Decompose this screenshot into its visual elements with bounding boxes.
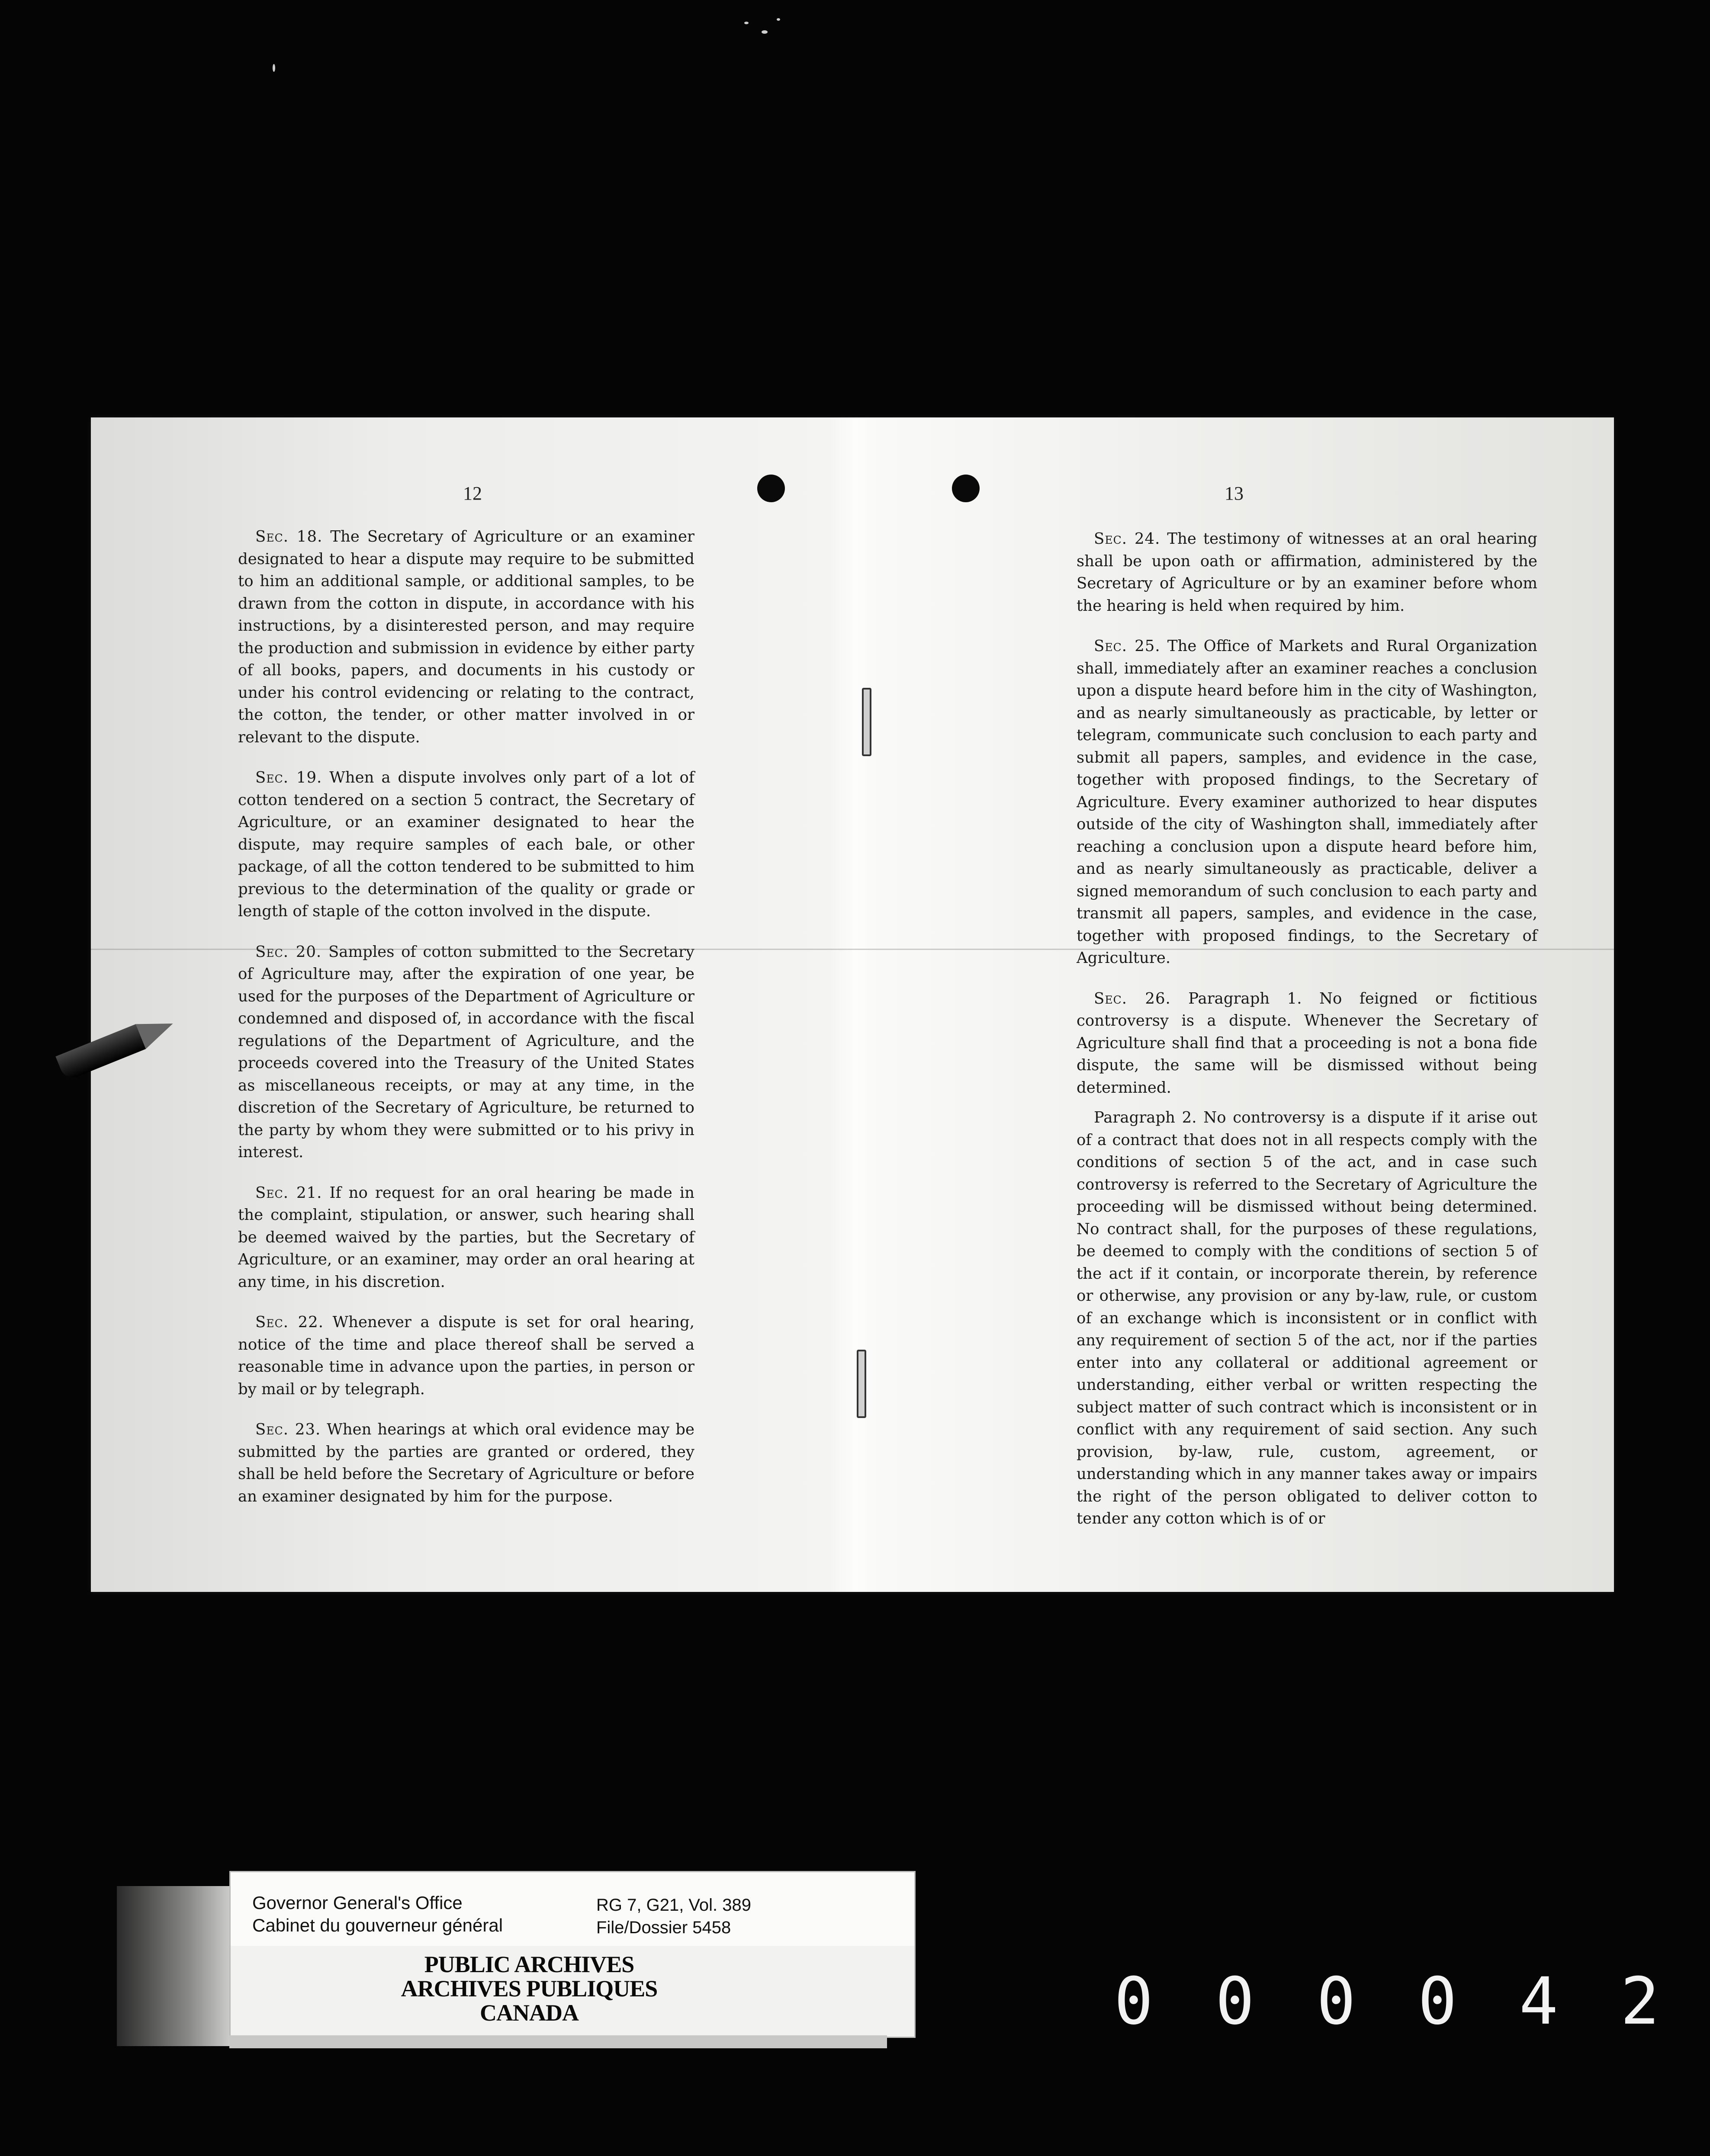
section-paragraph (238, 1311, 694, 1400)
label-card-edge (117, 1886, 238, 2046)
frame-counter (1108, 1964, 1666, 2039)
section-text: The Office of Markets and Rural Organization shall, immediately after an examiner reaches a conclusion upon a dispute heard before him in the city of Washington, and as nearly simultaneously as practicable, by letter or telegram, communicate such conclusion to each party and submit all papers, samples, and evidence in the case, together with proposed findings, to the Secretary of Agriculture. Every examiner authorized to hear disputes outside of the city of Washington shall, immediately after reaching a conclusion upon a dispute heard before him, and as nearly simultaneously as practicable, deliver a signed memorandum of such conclusion to each party and transmit all papers, samples, and evidence in the case, together with proposed findings, to the Secretary of Agriculture. (1077, 637, 1537, 967)
section-text: The testimony of witnesses at an oral hearing shall be upon oath or affirmation, administered by the Secretary of Agriculture or by an examiner before whom the hearing is held when required by him. (1077, 530, 1537, 615)
section-paragraph (1077, 988, 1537, 1099)
section-paragraph (238, 526, 694, 748)
stamp-line-country: CANADA (480, 2000, 579, 2026)
record-reference (596, 1894, 751, 1939)
section-text: When a dispute involves only part of a lot of cotton tendered on a section 5 contract, the Secretary of Agriculture, or an examiner designated to hear the dispute, may require samples of each bale, or other package, of all the cotton tendered to be submitted to him previous to the determination of the quality or grade or length of staple of the cotton involved in the dispute. (238, 769, 694, 920)
punch-hole (952, 475, 980, 502)
section-label: Sec. 26. (1094, 989, 1171, 1007)
file-number: File/Dossier 5458 (596, 1918, 731, 1937)
office-name-french: Cabinet du gouverneur général (252, 1915, 503, 1935)
staple (857, 1350, 866, 1418)
film-speck (744, 22, 749, 24)
section-label: Sec. 22. (255, 1313, 324, 1331)
section-label: Sec. 24. (1094, 530, 1160, 548)
section-label: Sec. 25. (1094, 637, 1160, 655)
stamp-line-english: PUBLIC ARCHIVES (424, 1951, 634, 1977)
punch-hole (757, 475, 785, 502)
section-text: Paragraph 2. No controversy is a dispute if it arise out of a contract that does not in all respects comply with the conditions of section 5 of the act, and in case such controversy is referred to the Secretary of Agriculture the proceeding will be dismissed without being determined. No contract shall, for the purposes of these regulations, be deemed to comply with the conditions of section 5 of the act if it contain, or incorporate therein, by reference or otherwise, any provision or any by-law, rule, or custom of an exchange which is inconsistent or in conflict with any requirement of section 5 of the act, nor if the parties enter into any collateral or additional agreement or understanding, either verbal or written respecting the subject matter of such contract which is inconsistent or in conflict with any requirement of said section. Any such provision, by-law, rule, custom, agreement, or understanding which in any manner takes away or impairs the right of the person obligated to deliver cotton to tender any cotton which is of or (1077, 1109, 1537, 1527)
section-paragraph (238, 767, 694, 923)
film-speck (762, 30, 768, 34)
fold-crease (91, 949, 1614, 950)
page-gutter (826, 417, 878, 1592)
section-label: Sec. 19. (255, 769, 322, 786)
frame-digit: 0 (1215, 1964, 1255, 2039)
section-label: Sec. 18. (255, 528, 323, 545)
section-text: The Secretary of Agriculture or an examiner designated to hear a dispute may require to be submitted to him an additional sample, or additional samples, to be drawn from the cotton in dispute, in accordance with his instructions, by a disinterested person, and may require the production and submission in evidence by either party of all books, papers, and documents in his custody or under his control evidencing or relating to the contract, the cotton, the tender, or other matter involved in or relevant to the dispute. (238, 528, 694, 746)
record-group-reference: RG 7, G21, Vol. 389 (596, 1896, 751, 1915)
open-booklet (91, 417, 1614, 1592)
page-number: 12 (463, 483, 482, 504)
section-paragraph (238, 941, 694, 1164)
section-paragraph (238, 1182, 694, 1293)
section-label: Sec. 23. (255, 1421, 321, 1438)
section-text: Paragraph 1. No feigned or fictitious controversy is a dispute. Whenever the Secretary of Agriculture shall find that a proceeding is not a bona fide dispute, the same will be dismissed without being determined. (1077, 989, 1537, 1097)
section-text: Samples of cotton submitted to the Secretary of Agriculture may, after the expiration of one year, be used for the purposes of the Department of Agriculture or condemned and disposed of, in accordance with the fiscal regulations of the Department of Agriculture, and the proceeds covered into the Treasury of the United States as miscellaneous receipts, or may at any time, in the discretion of the Secretary of Agriculture, be returned to the party by whom they were submitted or to his privy in interest. (238, 943, 694, 1161)
frame-digit: 2 (1620, 1964, 1660, 2039)
staple (862, 688, 871, 756)
right-page-text (1077, 528, 1537, 1530)
label-bottom-strip (229, 2035, 887, 2048)
section-label: Sec. 20. (255, 943, 322, 961)
section-label: Sec. 21. (255, 1184, 322, 1202)
office-names (252, 1892, 503, 1937)
section-text: If no request for an oral hearing be made in the complaint, stipulation, or answer, such hearing shall be deemed waived by the parties, but the Secretary of Agriculture, or an examiner, may order an oral hearing at any time, in his discretion. (238, 1184, 694, 1291)
film-speck (273, 64, 275, 72)
section-paragraph (1077, 1107, 1537, 1530)
frame-digit: 0 (1316, 1964, 1356, 2039)
left-page (91, 417, 852, 1592)
section-text: When hearings at which oral evidence may be submitted by the parties are granted or ordered, they shall be held before the Secretary of Agriculture or before an examiner designated by him for the purpose. (238, 1421, 694, 1505)
section-paragraph (1077, 528, 1537, 617)
frame-digit: 0 (1114, 1964, 1154, 2039)
office-name-english: Governor General's Office (252, 1893, 463, 1913)
page-number: 13 (1225, 483, 1244, 504)
stamp-line-french: ARCHIVES PUBLIQUES (401, 1976, 658, 2002)
section-paragraph (1077, 635, 1537, 969)
frame-digit: 0 (1418, 1964, 1457, 2039)
section-paragraph (238, 1418, 694, 1508)
section-text: Whenever a dispute is set for oral hearing, notice of the time and place thereof shall be served a reasonable time in advance upon the parties, in person or by mail or by telegraph. (238, 1313, 694, 1398)
archives-stamp (399, 1952, 659, 2025)
film-speck (777, 18, 780, 21)
archive-label-card (229, 1871, 916, 2038)
frame-digit: 4 (1519, 1964, 1559, 2039)
right-page (852, 417, 1614, 1592)
left-page-text (238, 526, 694, 1526)
